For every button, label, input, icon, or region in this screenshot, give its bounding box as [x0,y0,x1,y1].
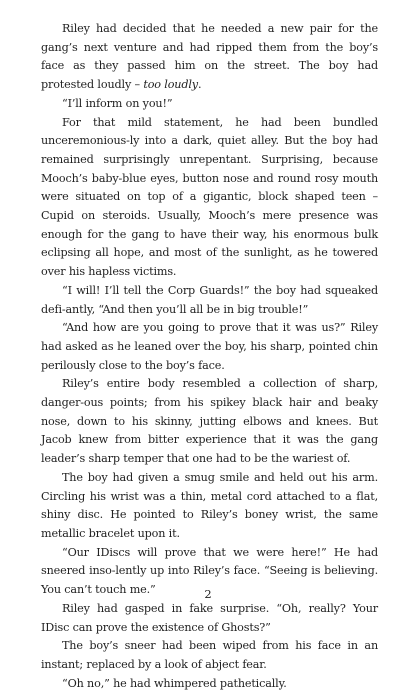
paragraph-1: Riley had decided that he needed a new pair for the gang’s next venture and had ripped them from the boy’s face as they passed him on the street. The boy had protested loudly – too loudly. [41,22,378,92]
paragraph-9: Riley had gasped in fake surprise. “Oh, really? Your IDisc can prove the existence of Ghosts?” [41,601,378,634]
emphasis-text: too loudly [143,78,198,92]
paragraph-3: For that mild statement, he had been bundled unceremonious-ly into a dark, quiet alley. But the boy had remained surprisingly unrepentant. Surprising, because Mooch’s baby-blue eyes, button nose and round rosy mouth were situated on top of a gigantic, block shaped teen – Cupid on steroids. Usually, Mooch’s mere presence was enough for the gang to have their way, his enormous bulk eclipsing all hope, and most of the sunlight, as he towered over his hapless victims. [41,115,378,279]
paragraph-2: “I’ll inform on you!” [62,96,173,110]
paragraph-4: “I will! I’ll tell the Corp Guards!” the boy had squeaked defi-antly, “And then you’ll all be in big trouble!” [41,283,378,316]
paragraph-6: Riley’s entire body resembled a collection of sharp, danger-ous points; from his spikey black hair and beaky nose, down to his skinny, jutting elbows and knees. But Jacob knew from bitter experience that it was the gang leader’s sharp temper that one had to be the wariest of. [41,377,378,466]
paragraph-5: “And how are you going to prove that it was us?” Riley had asked as he leaned over the boy, his sharp, pointed chin perilously close to the boy’s face. [41,321,378,372]
paragraph-8: “Our IDiscs will prove that we were here!” He had sneered inso-lently up into Riley’s face. “Seeing is believing. You can’t touch me.” [41,545,378,597]
paragraph-10: The boy’s sneer had been wiped from his face in an instant; replaced by a look of abject fear. [41,639,378,671]
page-number: 2 [204,587,212,601]
paragraph-7: The boy had given a smug smile and held out his arm. Circling his wrist was a thin, metal cord attached to a flat, shiny disc. He pointed to Riley’s boney wrist, the same metallic bracelet upon it. [41,470,378,540]
paragraph-11: “Oh no,” he had whimpered pathetically. [62,676,287,690]
